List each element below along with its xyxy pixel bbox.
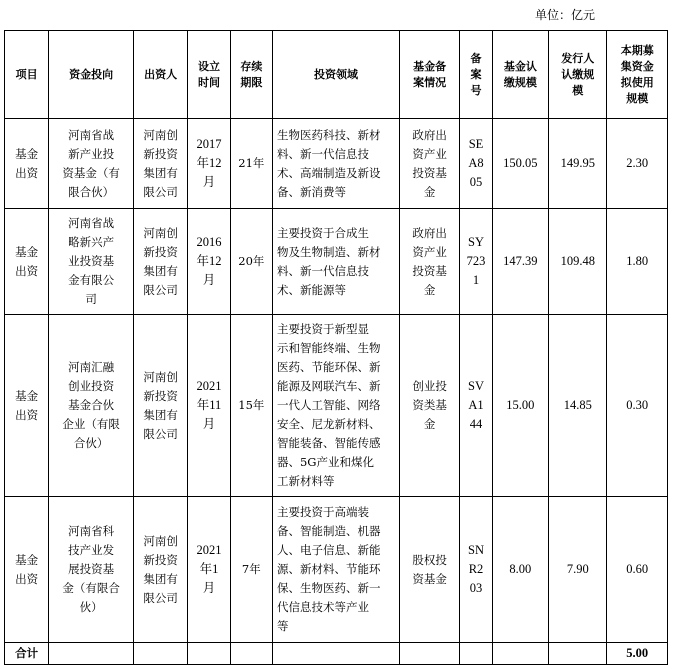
cell-record-status: 政府出 资产业 投资基 金 [399,119,459,209]
header-target: 资金投向 [49,31,134,119]
cell-fund-size: 15.00 [492,315,548,497]
total-empty-cell [460,643,492,665]
header-record-no: 备 案 号 [460,31,492,119]
cell-field: 主要投资于新型显 示和智能终端、生物 医药、节能环保、新 能源及网联汽车、新 一代人工智能、网络 安全、尼龙新材料、 智能装备、智能传感 器、5G产业和煤化 工新材料等 [272,315,399,497]
total-empty-cell [549,643,607,665]
header-issuer-sub: 发行人 认缴规 模 [549,31,607,119]
cell-fund-size: 150.05 [492,119,548,209]
total-value: 5.00 [607,643,668,665]
cell-established: 2021 年11 月 [188,315,230,497]
header-item: 项目 [5,31,49,119]
cell-field: 主要投资于高端装 备、智能制造、机器 人、电子信息、新能 源、新材料、节能环 保、生物医药、新一 代信息技术等产业 等 [272,497,399,643]
table-row [5,315,668,497]
header-row [5,31,668,119]
cell-issuer-sub: 109.48 [549,209,607,315]
header-investor: 出资人 [133,31,187,119]
cell-term: 7年 [230,497,272,643]
cell-record-status: 股权投 资基金 [399,497,459,643]
cell-fund-size: 147.39 [492,209,548,315]
total-label: 合计 [5,643,49,665]
cell-investor: 河南创 新投资 集团有 限公司 [133,119,187,209]
fund-table [4,30,668,665]
cell-issuer-sub: 7.90 [549,497,607,643]
total-empty-cell [492,643,548,665]
cell-proceeds-use: 2.30 [607,119,668,209]
total-row [5,643,668,665]
cell-record-status: 创业投 资类基 金 [399,315,459,497]
unit-label: 单位：亿元 [534,8,595,22]
total-empty-cell [230,643,272,665]
cell-established: 2016 年12 月 [188,209,230,315]
header-established: 设立 时间 [188,31,230,119]
cell-investor: 河南创 新投资 集团有 限公司 [133,497,187,643]
cell-investor: 河南创 新投资 集团有 限公司 [133,209,187,315]
total-empty-cell [399,643,459,665]
header-field: 投资领域 [272,31,399,119]
cell-item: 基金 出资 [5,315,49,497]
header-term: 存续 期限 [230,31,272,119]
header-proceeds-use: 本期募 集资金 拟使用 规模 [607,31,668,119]
cell-proceeds-use: 0.30 [607,315,668,497]
cell-term: 21年 [230,119,272,209]
cell-item: 基金 出资 [5,497,49,643]
cell-field: 主要投资于合成生 物及生物制造、新材 料、新一代信息技 术、新能源等 [272,209,399,315]
table-row [5,119,668,209]
cell-term: 20年 [230,209,272,315]
cell-item: 基金 出资 [5,119,49,209]
cell-investor: 河南创 新投资 集团有 限公司 [133,315,187,497]
total-empty-cell [272,643,399,665]
cell-issuer-sub: 14.85 [549,315,607,497]
header-fund-size: 基金认 缴规模 [492,31,548,119]
cell-proceeds-use: 0.60 [607,497,668,643]
cell-target: 河南省战 略新兴产 业投资基 金有限公 司 [49,209,134,315]
cell-established: 2017 年12 月 [188,119,230,209]
cell-proceeds-use: 1.80 [607,209,668,315]
cell-record-no: SV A1 44 [460,315,492,497]
cell-item: 基金 出资 [5,209,49,315]
total-empty-cell [49,643,134,665]
cell-field: 生物医药科技、新材 料、新一代信息技 术、高端制造及新设 备、新消费等 [272,119,399,209]
cell-record-no: SY 723 1 [460,209,492,315]
cell-target: 河南汇融 创业投资 基金合伙 企业（有限 合伙） [49,315,134,497]
cell-record-status: 政府出 资产业 投资基 金 [399,209,459,315]
cell-fund-size: 8.00 [492,497,548,643]
cell-issuer-sub: 149.95 [549,119,607,209]
cell-target: 河南省科 技产业发 展投资基 金（有限合 伙） [49,497,134,643]
header-record-status: 基金备 案情况 [399,31,459,119]
cell-record-no: SN R2 03 [460,497,492,643]
total-empty-cell [188,643,230,665]
cell-term: 15年 [230,315,272,497]
cell-target: 河南省战 新产业投 资基金（有 限合伙） [49,119,134,209]
total-empty-cell [133,643,187,665]
table-row [5,209,668,315]
table-row [5,497,668,643]
cell-record-no: SE A8 05 [460,119,492,209]
cell-established: 2021 年1 月 [188,497,230,643]
